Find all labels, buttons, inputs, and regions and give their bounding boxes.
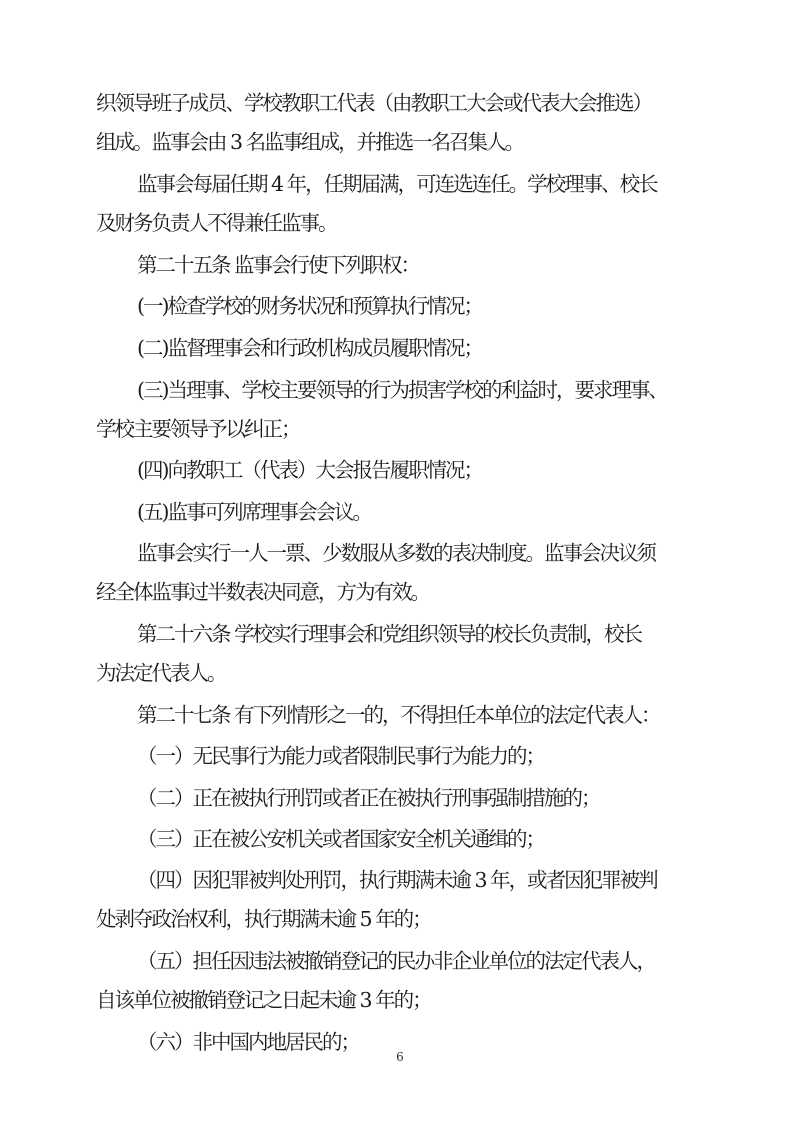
text-line: 自该单位被撤销登记之日起未逾 3 年的； — [96, 988, 431, 1012]
article-27-heading: 第二十七条 有下列情形之一的，不得担任本单位的法定代表人： — [137, 703, 660, 727]
text-line: 为法定代表人。 — [96, 661, 226, 685]
list-item: （二）正在被执行刑罚或者正在被执行刑事强制措施的； — [137, 786, 600, 810]
list-item: （三）正在被公安机关或者国家安全机关通缉的； — [137, 827, 544, 851]
article-26-heading: 第二十六条 学校实行理事会和党组织领导的校长负责制，校长 — [137, 622, 642, 646]
list-item: (五)监事可列席理事会会议。 — [137, 500, 371, 524]
text-line: 学校主要领导予以纠正； — [96, 417, 300, 441]
text-line: 及财务负责人不得兼任监事。 — [96, 211, 337, 235]
article-25-heading: 第二十五条 监事会行使下列职权： — [137, 253, 420, 277]
list-item: （四）因犯罪被判处刑罚，执行期满未逾 3 年，或者因犯罪被判 — [137, 868, 657, 892]
text-line: 监事会每届任期 4 年，任期届满，可连选连任。学校理事、校长 — [137, 172, 657, 196]
text-line: 处剥夺政治权利，执行期满未逾 5 年的； — [96, 907, 431, 931]
text-line: 组成。监事会由 3 名监事组成，并推选一名召集人。 — [96, 130, 524, 154]
list-item: (四)向教职工（代表）大会报告履职情况； — [137, 458, 482, 482]
text-line: 经全体监事过半数表决同意，方为有效。 — [96, 580, 429, 604]
text-line: 织领导班子成员、学校教职工代表（由教职工大会或代表大会推选） — [96, 91, 651, 115]
text-line: 监事会实行一人一票、少数服从多数的表决制度。监事会决议须 — [137, 541, 655, 565]
list-item: (一)检查学校的财务状况和预算执行情况； — [137, 294, 482, 318]
list-item: （六）非中国内地居民的； — [137, 1030, 359, 1054]
list-item: (三)当理事、学校主要领导的行为损害学校的利益时，要求理事、 — [137, 378, 667, 402]
list-item: （五）担任因违法被撤销登记的民办非企业单位的法定代表人， — [137, 949, 655, 973]
list-item: （一）无民事行为能力或者限制民事行为能力的； — [137, 744, 544, 768]
page-number: 6 — [396, 1050, 404, 1064]
list-item: (二)监督理事会和行政机构成员履职情况； — [137, 336, 482, 360]
